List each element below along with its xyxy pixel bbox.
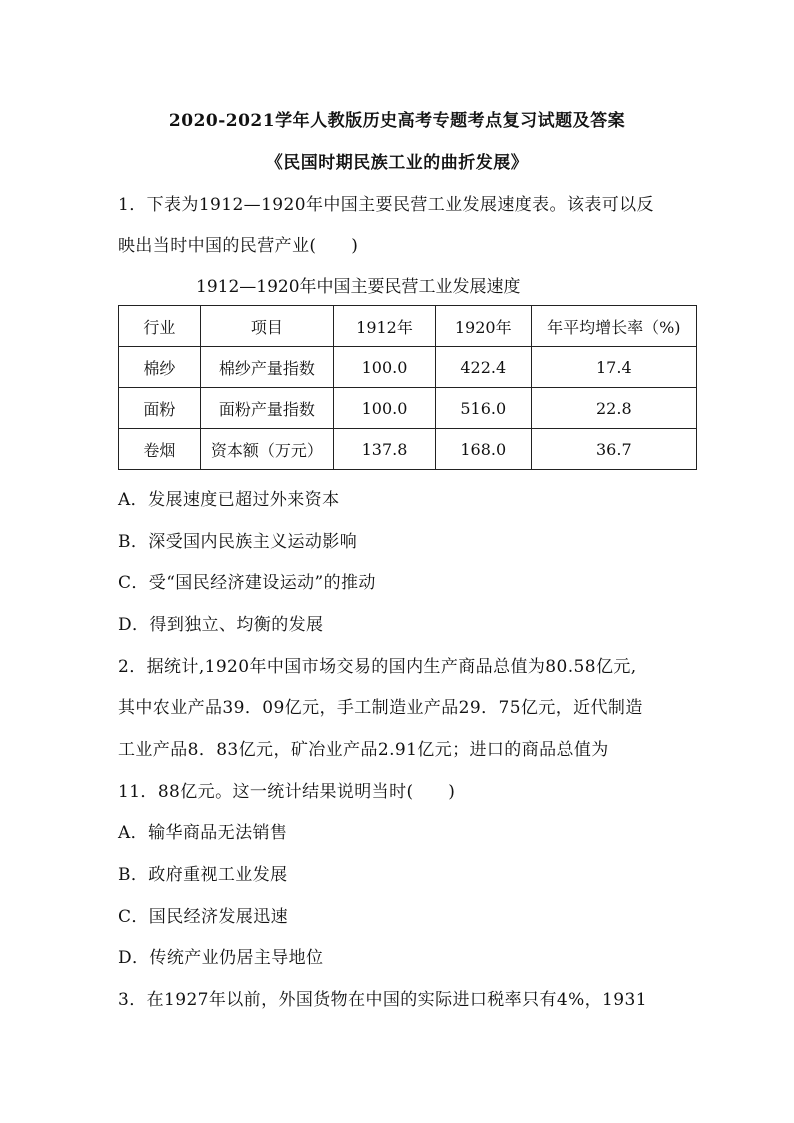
table-header-cell: 行业 [119, 306, 201, 347]
table-cell: 36.7 [531, 429, 696, 470]
table-cell: 17.4 [531, 347, 696, 388]
table-row [119, 347, 697, 388]
q1-option-d: D．得到独立、均衡的发展 [118, 615, 324, 635]
table-cell: 面粉产量指数 [200, 388, 333, 429]
q1-option-c: C．受“国民经济建设运动”的推动 [118, 573, 376, 593]
q1-stem-line-1: 1．下表为1912—1920年中国主要民营工业发展速度表。该表可以反 [118, 195, 654, 215]
q2-stem-line-2: 其中农业产品39．09亿元，手工制造业产品29．75亿元，近代制造 [118, 698, 643, 718]
table-header-cell: 年平均增长率（%) [531, 306, 696, 347]
q2-option-b: B．政府重视工业发展 [118, 865, 288, 885]
table-cell: 137.8 [334, 429, 436, 470]
table-cell: 棉纱 [119, 347, 201, 388]
q1-option-b: B．深受国内民族主义运动影响 [118, 532, 358, 552]
q2-stem-line-3: 工业产品8．83亿元，矿冶业产品2.91亿元；进口的商品总值为 [118, 740, 609, 760]
document-title: 2020-2021学年人教版历史高考专题考点复习试题及答案 [168, 111, 626, 131]
table-cell: 168.0 [435, 429, 531, 470]
table-header-cell: 项目 [200, 306, 333, 347]
q2-option-c: C．国民经济发展迅速 [118, 907, 289, 927]
q2-option-d: D．传统产业仍居主导地位 [118, 948, 324, 968]
table-header-cell: 1912年 [334, 306, 436, 347]
table-caption: 1912—1920年中国主要民营工业发展速度 [196, 277, 521, 297]
table-cell: 100.0 [334, 347, 436, 388]
q3-stem-line-1: 3．在1927年以前，外国货物在中国的实际进口税率只有4%，1931 [118, 990, 647, 1010]
q2-stem-line-4: 11．88亿元。这一统计结果说明当时( ) [118, 782, 456, 802]
data-table [118, 305, 697, 470]
table-cell: 100.0 [334, 388, 436, 429]
table-cell: 面粉 [119, 388, 201, 429]
q1-option-a: A．发展速度已超过外来资本 [118, 490, 340, 510]
table-cell: 棉纱产量指数 [200, 347, 333, 388]
document-subtitle: 《民国时期民族工业的曲折发展》 [265, 153, 529, 173]
table-cell: 卷烟 [119, 429, 201, 470]
table-header-row [119, 306, 697, 347]
table-cell: 516.0 [435, 388, 531, 429]
table-cell: 22.8 [531, 388, 696, 429]
q2-option-a: A．输华商品无法销售 [118, 823, 288, 843]
table-header-cell: 1920年 [435, 306, 531, 347]
table-cell: 422.4 [435, 347, 531, 388]
table-cell: 资本额（万元） [200, 429, 333, 470]
q1-stem-line-2: 映出当时中国的民营产业( ) [118, 236, 359, 256]
table-row [119, 388, 697, 429]
table-row [119, 429, 697, 470]
q2-stem-line-1: 2．据统计,1920年中国市场交易的国内生产商品总值为80.58亿元, [118, 657, 637, 677]
